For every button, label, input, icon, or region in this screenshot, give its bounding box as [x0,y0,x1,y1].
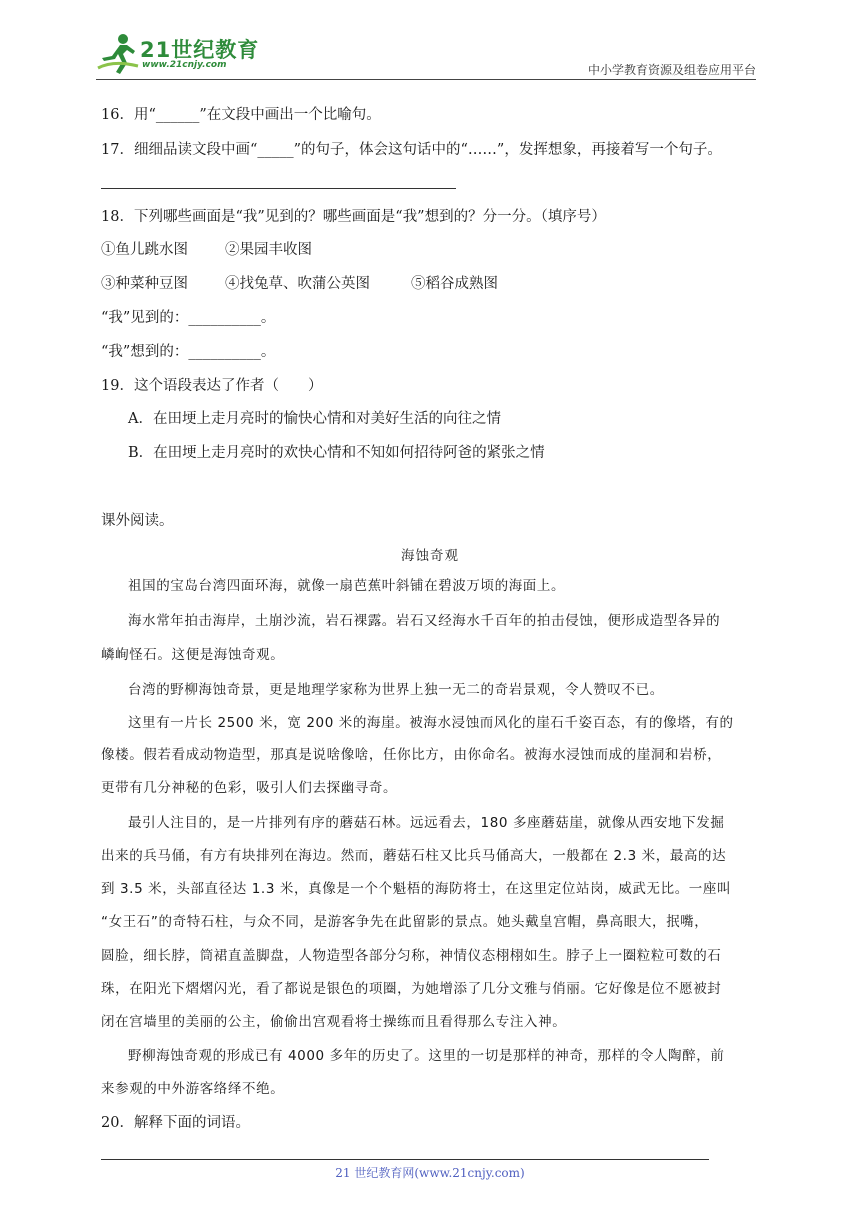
passage-line: 出来的兵马俑，有方有块排列在海边。然而，蘑菇石柱又比兵马俑高大，一般都在 2.3 米，最高的达 [101,848,727,864]
question-17: 17．细细品读文段中画“_____”的句子，体会这句话中的“……”，发挥想象，再接着写一个句子。 [101,142,722,158]
passage-line: 野柳海蚀奇观的形成已有 4000 多年的历史了。这里的一切是那样的神奇，那样的令人陶醉，前 [128,1048,725,1064]
passage-line: 到 3.5 米，头部直径达 1.3 米，真像是一个个魁梧的海防将士，在这里定位站岗，威武无比。一座叫 [101,881,732,897]
q19-option-a: A．在田埂上走月亮时的愉快心情和对美好生活的向往之情 [128,411,501,427]
passage-line: 海水常年拍击海岸，土崩沙流，岩石裸露。岩石又经海水千百年的拍击侵蚀，便形成造型各异的 [128,613,721,629]
site-logo [96,32,266,76]
q18-option-1: ①鱼儿跳水图 [101,242,188,258]
passage-line: 像楼。假若看成动物造型，那真是说啥像啥，任你比方，由你命名。被海水浸蚀而成的崖洞和岩桥， [101,747,722,763]
logo-main-text: 21世纪教育 [140,38,260,62]
question-18: 18．下列哪些画面是“我”见到的？哪些画面是“我”想到的？分一分。（填序号） [101,209,606,225]
platform-name: 中小学教育资源及组卷应用平台 [587,63,756,77]
passage-line: 圆脸，细长脖，筒裙直盖脚盘，人物造型各部分匀称，神情仪态栩栩如生。脖子上一圈粒粒可数的石 [101,948,722,964]
passage-line: 来参观的中外游客络绎不绝。 [101,1081,285,1097]
question-20: 20．解释下面的词语。 [101,1115,250,1131]
logo-sub-text: www.21cnjy.com [142,60,227,70]
passage-line: 闭在宫墙里的美丽的公主，偷偷出宫观看将士操练而且看得那么专注入神。 [101,1014,567,1030]
q18-option-2: ②果园丰收图 [225,242,312,258]
q18-option-5: ⑤稻谷成熟图 [411,276,498,292]
question-16: 16．用“______”在文段中画出一个比喻句。 [101,107,381,123]
passage-line: 台湾的野柳海蚀奇景，更是地理学家称为世界上独一无二的奇岩景观，令人赞叹不已。 [128,682,664,698]
passage-line: 嶙峋怪石。这便是海蚀奇观。 [101,647,285,663]
section-label: 课外阅读。 [101,513,174,529]
passage-line: 最引人注目的，是一片排列有序的蘑菇石林。远远看去，180 多座蘑菇崖，就像从西安地下发掘 [128,815,725,831]
footer-divider [101,1159,709,1160]
answer-line-17 [101,188,456,189]
q18-option-3: ③种菜种豆图 [101,276,188,292]
q19-option-b: B．在田埂上走月亮时的欢快心情和不知如何招待阿爸的紧张之情 [128,445,545,461]
passage-line: 更带有几分神秘的色彩，吸引人们去探幽寻奇。 [101,780,398,796]
passage-line: 祖国的宝岛台湾四面环海，就像一扇芭蕉叶斜铺在碧波万顷的海面上。 [128,578,566,594]
q18-option-4: ④找兔草、吹蒲公英图 [225,276,370,292]
passage-line: 这里有一片长 2500 米，宽 200 米的海崖。被海水浸蚀而风化的崖石千姿百态，有的像塔，有的 [128,715,734,731]
page-header [96,28,756,80]
q18-seen-answer: “我”见到的：__________。 [101,310,276,326]
passage-line: “女王石”的奇特石柱，与众不同，是游客争先在此留影的景点。她头戴皇宫帽，鼻高眼大，抿嘴， [101,914,709,930]
q18-thought-answer: “我”想到的：__________。 [101,344,276,360]
footer-text: 21 世纪教育网(www.21cnjy.com) [335,1166,525,1180]
runner-logo-icon [96,32,140,76]
passage-title: 海蚀奇观 [401,548,459,564]
question-19: 19．这个语段表达了作者（ ） [101,378,323,394]
header-divider [96,79,756,80]
passage-line: 珠，在阳光下熠熠闪光，看了都说是银色的项圈，为她增添了几分文雅与俏丽。它好像是位不愿被封 [101,981,722,997]
